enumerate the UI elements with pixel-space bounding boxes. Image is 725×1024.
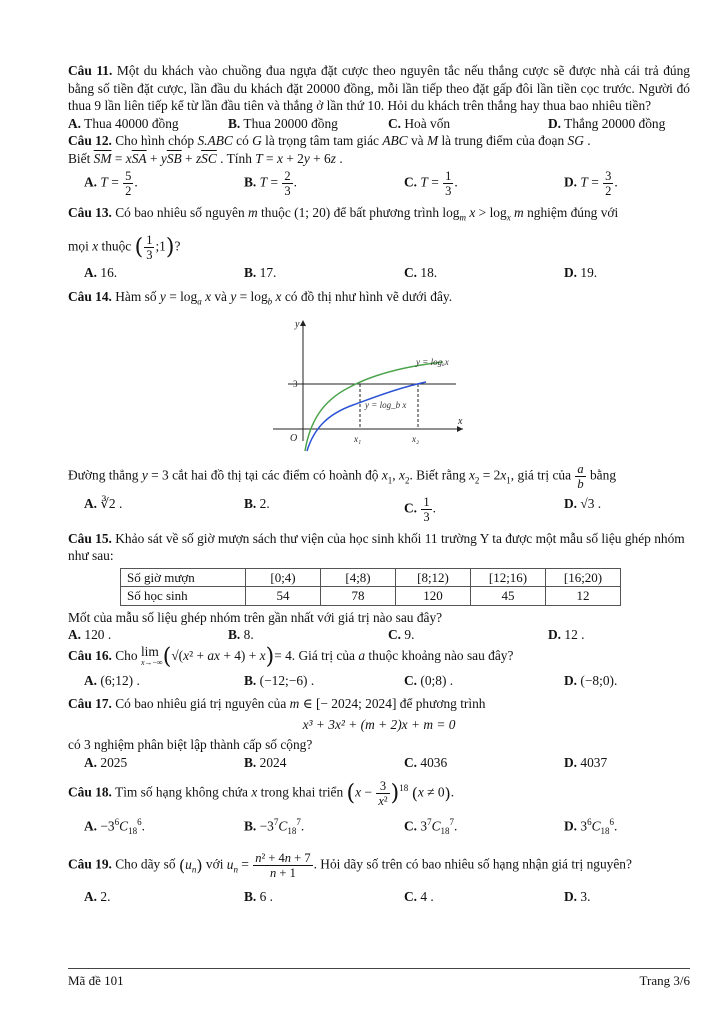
label-origin: O <box>290 432 298 444</box>
answer-options <box>68 264 690 282</box>
label-x-axis: x <box>458 415 463 427</box>
question-18: Câu 18. Tìm số hạng không chứa x trong khai triển (x − $\frac{3}{\text{x²}}$ )$^{18}$ (x ≠ 0). <box>68 779 455 809</box>
option-d[interactable]: D. Thắng 20000 đồng <box>548 115 666 131</box>
label-y-axis: y <box>295 318 300 330</box>
option-d[interactable]: D. 12 . <box>548 627 585 643</box>
option-b[interactable]: B. T = $\frac{2}{3}$ . <box>244 169 297 198</box>
option-b[interactable]: B. Thua 20000 đồng <box>228 115 338 131</box>
label-x1: x₁ <box>354 433 362 444</box>
curve-log-b <box>307 382 426 451</box>
option-c[interactable]: C. Hoà vốn <box>388 115 451 131</box>
option-a[interactable]: A. 2025 <box>84 754 128 770</box>
option-b[interactable]: B. 8. <box>228 627 254 643</box>
answer-options <box>68 814 690 841</box>
option-a[interactable]: A. $-3^6C_{18}^6$. <box>84 817 145 837</box>
option-c[interactable]: C. 9. <box>388 627 415 643</box>
answer-options <box>68 626 690 644</box>
option-a[interactable]: A. T = $\frac{5}{2}$ . <box>84 169 138 198</box>
question-17: Câu 17. Có bao nhiêu giá trị nguyên của m ∈ [− 2024; 2024] để phương trình <box>68 696 486 712</box>
option-c[interactable]: C. (0;8) . <box>404 672 454 688</box>
question-14-condition: Đường thẳng y = 3 cắt hai đồ thị tại các điểm có hoành độ $x_1$, $x_2$. Biết rằng $x_2 = 2x_1$, giá trị của $\frac{a}{b}$ bằng <box>68 461 617 491</box>
option-a[interactable]: A. 120 . <box>68 627 112 643</box>
option-c[interactable]: C. 4 . <box>404 888 434 904</box>
label-3: 3 <box>293 378 298 389</box>
option-a[interactable]: A. (6;12) . <box>84 672 140 688</box>
option-b[interactable]: B. 2. <box>244 495 270 511</box>
frequency-table <box>120 568 621 606</box>
option-a[interactable]: A. 16. <box>84 265 118 281</box>
option-d[interactable]: D. T = $\frac{3}{2}$ . <box>564 169 618 198</box>
answer-options <box>68 672 690 690</box>
label-curve-b: y = log_b x <box>365 399 407 410</box>
question-19: Câu 19. Cho dãy số $(u_n)$ với $u_n$ = $\frac{\text{n² + 4n + 7}}{n + 1}$ . Hỏi dãy số trên có bao nhiêu số hạng nhận giá trị nguyên? <box>68 850 632 880</box>
option-c[interactable]: C. 4036 <box>404 754 448 770</box>
question-13-line2: mọi x thuộc ( $\frac{1}{3}$ ;1)? <box>68 233 181 263</box>
question-14: Câu 14. Hàm số $y = \log_a x$ và $y = \log_b x$ có đồ thị như hình vẽ dưới đây. <box>68 288 453 307</box>
option-b[interactable]: B. 2024 <box>244 754 287 770</box>
question-17-line3: có 3 nghiệm phân biệt lập thành cấp số cộng? <box>68 737 313 753</box>
option-b[interactable]: B. 6 . <box>244 888 274 904</box>
page-footer <box>68 968 690 989</box>
option-b[interactable]: B. 17. <box>244 265 277 281</box>
answer-options <box>68 115 690 133</box>
option-d[interactable]: D. (−8;0). <box>564 672 618 688</box>
option-c[interactable]: C. $\frac{1}{3}$ . <box>404 494 436 524</box>
option-b[interactable]: B. (−12;−6) . <box>244 672 315 688</box>
log-graph <box>268 316 468 456</box>
answer-options <box>68 495 690 524</box>
table-row: Số giờ mượn [0;4) [4;8) [8;12) [12;16) [16;20) <box>121 568 621 587</box>
exam-page <box>68 62 690 905</box>
question-12: Câu 12. Cho hình chóp S.ABC có G là trọng tâm tam giác ABC và M là trung điểm của đoạn SG . <box>68 133 591 148</box>
option-d[interactable]: D. 4037 <box>564 754 608 770</box>
question-11 <box>68 62 690 115</box>
question-13: Câu 13. Có bao nhiêu số nguyên m thuộc (1; 20) để bất phương trình $\log_m x > \log_x m$ nghiệm đúng với <box>68 205 619 223</box>
answer-options <box>68 169 690 198</box>
label-curve-a: y = logₐx <box>416 356 449 367</box>
y-axis-arrow <box>300 320 306 326</box>
answer-options <box>68 754 690 772</box>
option-d[interactable]: D. 3. <box>564 888 591 904</box>
option-c[interactable]: C. T = $\frac{1}{3}$ . <box>404 169 458 198</box>
question-label: Câu 11. <box>68 63 113 78</box>
option-b[interactable]: B. $-3^7C_{18}^7$. <box>244 817 305 837</box>
exam-code: Mã đề 101 <box>68 973 124 988</box>
label-x2: x₂ <box>412 433 420 444</box>
option-c[interactable]: C. $3^7C_{18}^7$. <box>404 817 458 837</box>
option-a[interactable]: A. 2. <box>84 888 111 904</box>
option-d[interactable]: D. √3 . <box>564 495 602 511</box>
page-number: Trang 3/6 <box>639 973 690 988</box>
question-12-line2: Biết $\overline{SM} = x\overline{SA} + y\overline{SB} + z\overline{SC}$ . Tính T = x + 2y + 6z . <box>68 150 343 166</box>
option-a[interactable]: A. ∛2 . <box>84 495 123 511</box>
option-d[interactable]: D. $3^6C_{18}^6$. <box>564 817 618 837</box>
option-c[interactable]: C. 18. <box>404 265 438 281</box>
equation: x³ + 3x² + (m + 2)x + m = 0 <box>302 716 456 732</box>
table-row: Số học sinh 54 78 120 45 12 <box>121 587 621 606</box>
option-a[interactable]: A. Thua 40000 đồng <box>68 115 179 131</box>
question-15-ask: Mốt của mẫu số liệu ghép nhóm trên gần nhất với giá trị nào sau đây? <box>68 609 443 625</box>
question-16: Câu 16. Cho lim x→−∞ (√(x² + ax + 4) + x)= 4. Giá trị của a thuộc khoảng nào sau đây? <box>68 643 514 670</box>
question-text: Một du khách vào chuồng đua ngựa đặt cược theo nguyên tắc nếu thắng cược sẽ được nhà cái trả đúng bằng số tiền đặt cược, lần đầu du khách đặt 20000 đồng, mỗi lần tiếp theo đặt gấp đôi lần tiền cọc trước. Người đó thua 9 lần liên tiếp kể từ lần đầu tiên và thắng ở lần thứ 10. Hỏi du khách trên thắng hay thua bao nhiêu tiền? <box>68 63 690 113</box>
option-d[interactable]: D. 19. <box>564 265 598 281</box>
question-15: Câu 15. Khảo sát về số giờ mượn sách thư viện của học sinh khối 11 trường Y ta được một mẫu số liệu ghép nhóm như sau: <box>68 530 685 564</box>
answer-options <box>68 888 690 906</box>
